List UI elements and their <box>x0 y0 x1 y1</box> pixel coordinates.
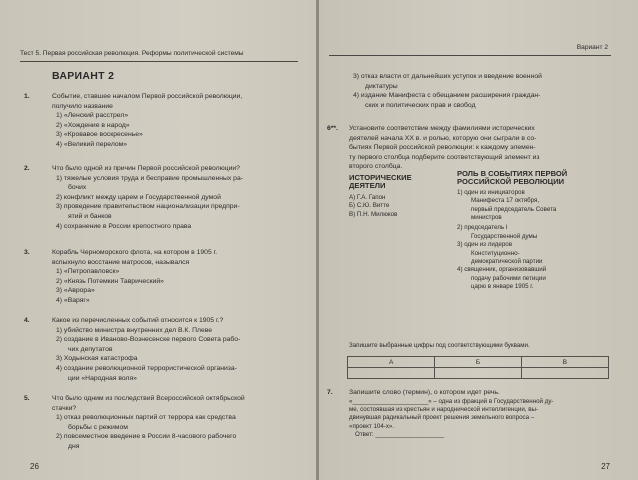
answer-cell[interactable] <box>521 368 608 379</box>
question-text: бытиях Первой российской революции: к каждому элемен- <box>349 144 536 152</box>
question-text: «______________________» – одна из фракций в Государственной ду- <box>349 397 554 405</box>
answer-option: 1) тяжелые условия труда и бесправие промышленных ра- <box>56 174 243 182</box>
header-divider <box>329 55 611 56</box>
answer-option: 2) создание в Иваново-Вознесенске первого Совета рабо- <box>56 336 241 344</box>
question-text: второго столбца. <box>349 163 403 171</box>
match-item: подачу рабочими петиции <box>471 274 546 282</box>
answer-option: 2) «Князь Потемкин Таврический» <box>56 277 164 285</box>
match-item: В) П.Н. Милюков <box>349 210 398 218</box>
table-header-b: Б <box>435 357 521 368</box>
answer-option: ских и политических прав и свобод <box>365 101 476 109</box>
question-number: 2. <box>24 165 30 172</box>
question-text: стачки? <box>52 404 77 412</box>
answer-option: 3) проведение правительством национализации предпри- <box>56 203 240 211</box>
answer-option: 4) «Великий перелом» <box>56 140 128 148</box>
match-item: демократической партии <box>471 258 543 266</box>
answer-option: 1) отказ революционных партий от террора как средства <box>56 414 236 422</box>
answer-option: ятий и банков <box>68 212 112 220</box>
question-text: Что было одним из последствий Всероссийской октябрьской <box>52 395 245 402</box>
question-text: Что было одной из причин Первой российской революции? <box>52 165 240 172</box>
question-text: Установите соответствие между фамилиями исторических <box>349 125 535 132</box>
question-number: 3. <box>24 249 30 256</box>
match-item: 4) священник, организовавший <box>457 266 547 274</box>
answer-option: 1) «Петропавловск» <box>56 268 120 276</box>
answer-option: 4) создание революционной террористической организа- <box>56 364 237 372</box>
answer-option: ции «Народная воля» <box>68 374 137 382</box>
answer-option: 3) «Кровавое воскресенье» <box>56 131 143 139</box>
answer-option: 4) «Варяг» <box>56 296 90 304</box>
right-page <box>319 0 638 480</box>
table-header-v: В <box>521 357 608 368</box>
answer-option: 1) «Ленский расстрел» <box>56 112 129 120</box>
match-item: А) Г.А. Гапон <box>349 193 386 201</box>
question-number: 6**. <box>327 125 338 132</box>
match-item: 3) один из лидеров <box>457 241 513 249</box>
answer-option: 4) сохранение в России крепостного права <box>56 222 192 230</box>
answer-cell[interactable] <box>348 368 435 379</box>
answer-option: 3) отказ власти от дальнейших уступок и введение военной <box>353 73 542 80</box>
answer-option: дня <box>68 442 80 450</box>
page-header-right: Вариант 2 <box>576 44 608 51</box>
answer-option: 2) «Хождение в народ» <box>56 121 130 129</box>
question-number: 4. <box>24 317 30 324</box>
match-item: 1) один из инициаторов <box>457 188 525 196</box>
match-item: Б) С.Ю. Витте <box>349 202 390 210</box>
question-text: вспыхнуло восстание матросов, назывался <box>52 258 190 266</box>
answer-line[interactable]: Ответ: ____________________ <box>355 431 445 439</box>
column-title: ДЕЯТЕЛИ <box>349 181 386 191</box>
column-title: ИСТОРИЧЕСКИЕ <box>349 173 412 182</box>
answer-option: чих депутатов <box>68 345 113 353</box>
answer-option: 4) издание Манифеста с обещанием расширения граждан- <box>353 92 541 100</box>
question-number: 7. <box>327 389 333 396</box>
column-title: РОЛЬ В СОБЫТИЯХ ПЕРВОЙ <box>457 169 568 178</box>
question-text: Корабль Черноморского флота, на котором в 1905 г. <box>52 249 218 256</box>
page-number-right: 27 <box>601 462 610 471</box>
match-item: первый председатель Совета <box>471 205 557 213</box>
question-number: 5. <box>24 395 30 402</box>
question-text: ту первого столбца подберите соответствующий элемент из <box>349 153 540 161</box>
question-text: Какое из перечисленных событий относится к 1905 г.? <box>52 317 224 324</box>
answer-option: 1) убийство министра внутренних дел В.К. Плеве <box>56 326 213 334</box>
question-number: 1. <box>24 93 30 100</box>
answer-option: 2) конфликт между царем и Государственной думой <box>56 193 221 201</box>
answer-option: диктатуры <box>365 82 398 90</box>
left-page <box>0 0 318 480</box>
column-title: РОССИЙСКОЙ РЕВОЛЮЦИИ <box>457 177 565 187</box>
question-text: деятелей начала XX в. и ролью, которую они сыграли в со- <box>349 134 537 142</box>
match-item: 2) председатель I <box>457 224 508 232</box>
table-header-a: А <box>348 357 435 368</box>
question-text: двинувшая радикальный проект решения земельного вопроса – <box>349 414 535 422</box>
answer-option: 3) «Аврора» <box>56 287 95 295</box>
page-header-left: Тест 5. Первая российская революция. Реформы политической системы <box>20 50 244 57</box>
answer-option: 2) повсеместное введение в России 8-часового рабочего <box>56 433 237 441</box>
question-text: получило название <box>52 102 113 110</box>
question-text: Событие, ставшее началом Первой российской революции, <box>52 93 243 100</box>
answer-option: борьбы с режимом <box>68 423 128 431</box>
match-item: Конституционно- <box>471 249 520 257</box>
page-number-left: 26 <box>30 462 39 471</box>
answer-option: бочих <box>68 184 87 192</box>
match-item: царю в январе 1905 г. <box>471 283 534 291</box>
header-divider <box>20 61 298 62</box>
question-text: ме, состоявшая из крестьян и народнической интеллигенции, вы- <box>349 406 539 413</box>
answer-table <box>347 356 609 379</box>
variant-title: ВАРИАНТ 2 <box>52 70 115 82</box>
answer-option: 3) Ходынская катастрофа <box>56 355 138 363</box>
match-item: министров <box>471 214 502 222</box>
question-text: Запишите слово (термин), о котором идет речь. <box>349 389 500 396</box>
instruction-text: Запишите выбранные цифры под соответствующими буквами. <box>349 342 530 349</box>
question-text: «проект 104-х». <box>349 422 395 430</box>
match-item: Манифеста 17 октября, <box>471 197 540 205</box>
match-item: Государственной думы <box>471 232 538 240</box>
answer-cell[interactable] <box>435 368 521 379</box>
